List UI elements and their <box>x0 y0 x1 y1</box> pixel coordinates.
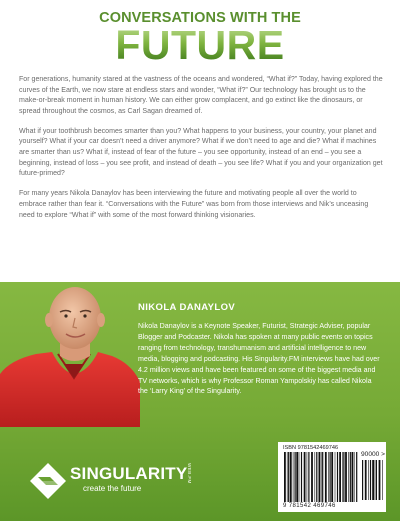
publisher-web: WEB.FM <box>187 463 192 484</box>
author-bio: Nikola Danaylov is a Keynote Speaker, Futurist, Strategic Adviser, popular Blogger and Podcaster. Nikola has spoken at many public events on topics ranging from technology, transhumanism and artificial intelligence to new media, blogging and podcasting. His Singularity.FM interviews have had over 4.2 million views and have been featured on some of the biggest media and TV networks, which is why Professor Roman Yampolskiy has called Nikola the ‘Larry King’ of the Singularity. <box>138 322 380 396</box>
title-line-2: FUTURE <box>0 26 400 64</box>
publisher-name: SINGULARITY <box>70 464 188 483</box>
barcode-bars-main <box>283 452 359 502</box>
title-line-1: CONVERSATIONS WITH THE <box>99 10 301 26</box>
isbn-barcode <box>278 442 386 512</box>
publisher-tagline: create the future <box>83 484 142 493</box>
book-title <box>0 10 400 68</box>
publisher-logo <box>30 461 210 511</box>
author-photo <box>0 282 140 427</box>
isbn-digits: 9 781542 469746 <box>283 503 336 509</box>
intro-text <box>19 75 383 231</box>
intro-paragraph-2: What if your toothbrush becomes smarter than you? What happens to your business, your country, your planet and yourself? What if your car doesn’t need a driver anymore? What if we don’t need to age and die? What if machines are smarter than us? What if, instead of fear of the future – you see opportunity, instead of an end – you see a beginning, instead of loss – you see profit, and instead of death – you see life? What if you and your organization get future-primed? <box>19 127 383 178</box>
intro-paragraph-1: For generations, humanity stared at the vastness of the oceans and wondered, “What if?” Today, having explored the curves of the Earth, we now stare at endless stars and wonder, “What if?” Our technology has brought us to the make-or-break moment in human history. We can either grow complacent, and go extinct like the dinosaurs, or spread throughout the cosmos, as Carl Sagan dreamed of. <box>19 76 383 115</box>
barcode-bars-addon <box>361 460 383 500</box>
author-name: NIKOLA DANAYLOV <box>138 302 236 313</box>
isbn-label: ISBN 9781542469746 <box>283 445 339 451</box>
intro-paragraph-3: For many years Nikola Danaylov has been interviewing the future and motivating people all over the world to embrace rather than fear it. “Conversations with the Future” was born from those interviews and Nik’s unceasing need to explore “What if” with some of the most forward thinking visionaries. <box>19 190 369 219</box>
price-code: 90000 > <box>361 451 386 458</box>
singularity-mark-icon <box>30 463 66 499</box>
